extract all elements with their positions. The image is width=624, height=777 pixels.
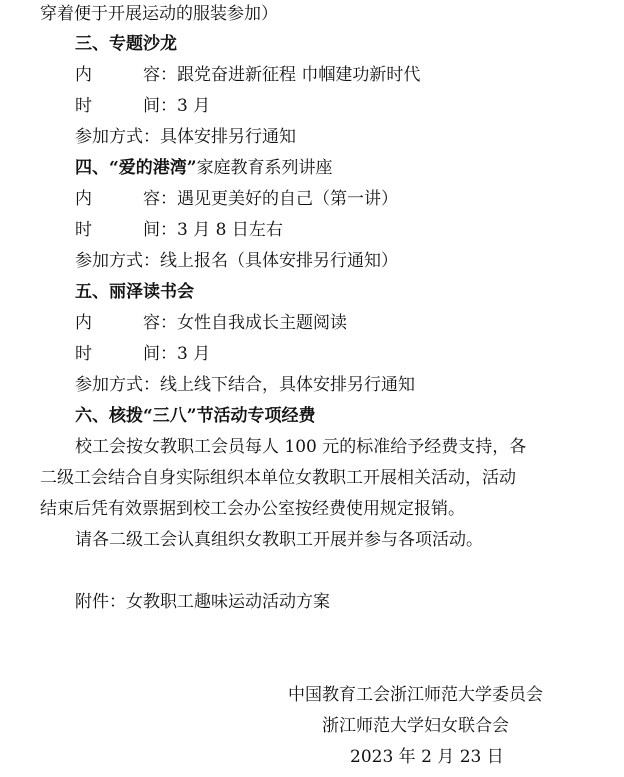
section-3-heading: 三、专题沙龙 <box>75 34 177 54</box>
signature-org-1: 中国教育工会浙江师范大学委员会 <box>288 685 543 705</box>
section-6-para-line-2: 二级工会结合自身实际组织本单位女教职工开展相关活动，活动 <box>40 468 516 488</box>
content-label-a: 内 <box>75 65 92 85</box>
content-label-b: 容： <box>143 65 177 85</box>
section-4-time-row <box>75 218 283 242</box>
intro-tail-text: 穿着便于开展运动的服装参加） <box>40 4 278 24</box>
section-3-mode-row <box>75 125 296 149</box>
time-label-a: 时 <box>75 220 92 240</box>
section-5-time: 3 月 <box>177 344 211 364</box>
section-4-mode-row <box>75 249 398 273</box>
content-label-a: 内 <box>75 189 92 209</box>
time-label-a: 时 <box>75 344 92 364</box>
section-6-heading-quote: “三八” <box>143 406 197 426</box>
section-4-heading <box>75 156 333 180</box>
attachment-note: 附件：女教职工趣味运动活动方案 <box>75 592 330 612</box>
time-label-a: 时 <box>75 96 92 116</box>
mode-label: 参加方式： <box>75 375 160 395</box>
section-5-time-row <box>75 342 210 366</box>
content-label-a: 内 <box>75 313 92 333</box>
time-label-b: 间： <box>143 96 177 116</box>
section-4-content: 遇见更美好的自己（第一讲） <box>177 189 398 209</box>
signature-org-2: 浙江师范大学妇女联合会 <box>322 716 509 736</box>
section-4-heading-quote: “爱的港湾” <box>109 158 197 178</box>
section-5-mode: 线上线下结合，具体安排另行通知 <box>160 375 415 395</box>
section-4-content-row <box>75 187 398 211</box>
section-5-content: 女性自我成长主题阅读 <box>177 313 347 333</box>
section-3-mode: 具体安排另行通知 <box>160 127 296 147</box>
content-label-b: 容： <box>143 313 177 333</box>
section-6-heading-suffix: 节活动专项经费 <box>196 406 316 426</box>
signature-date: 2023 年 2 月 23 日 <box>350 747 504 767</box>
section-4-heading-prefix: 四、 <box>75 158 109 178</box>
section-5-content-row <box>75 311 347 335</box>
section-6-para-line-1: 校工会按女教职工会员每人 100 元的标准给予经费支持，各 <box>75 437 527 457</box>
time-label-b: 间： <box>143 220 177 240</box>
section-3-content-row <box>75 63 420 87</box>
section-6-heading <box>75 404 316 428</box>
time-label-b: 间： <box>143 344 177 364</box>
mode-label: 参加方式： <box>75 251 160 271</box>
section-3-content: 跟党奋进新征程 巾帼建功新时代 <box>177 65 421 85</box>
section-3-time: 3 月 <box>177 96 211 116</box>
section-4-heading-suffix: 家庭教育系列讲座 <box>196 158 333 178</box>
closing-paragraph: 请各二级工会认真组织女教职工开展并参与各项活动。 <box>75 530 483 550</box>
mode-label: 参加方式： <box>75 127 160 147</box>
section-3-time-row <box>75 94 210 118</box>
content-label-b: 容： <box>143 189 177 209</box>
section-6-para-line-3: 结束后凭有效票据到校工会办公室按经费使用规定报销。 <box>40 499 465 519</box>
section-6-heading-prefix: 六、核拨 <box>75 406 143 426</box>
section-5-mode-row <box>75 373 415 397</box>
section-5-heading: 五、丽泽读书会 <box>75 282 194 302</box>
section-4-mode: 线上报名（具体安排另行通知） <box>160 251 398 271</box>
section-4-time: 3 月 8 日左右 <box>177 220 283 240</box>
